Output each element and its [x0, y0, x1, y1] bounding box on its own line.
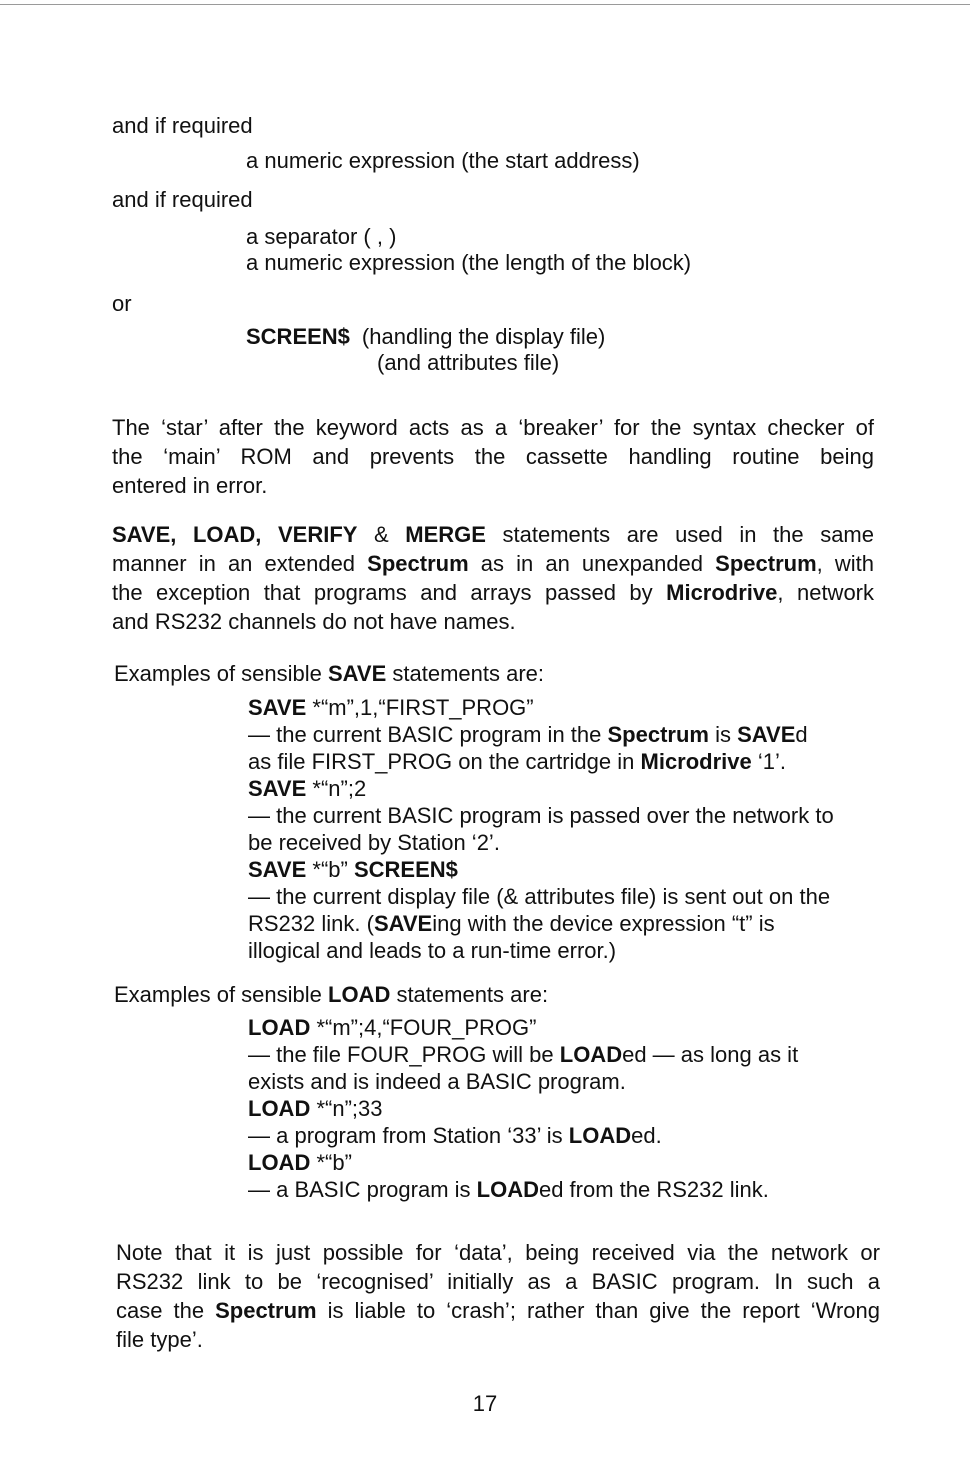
microdrive: Microdrive	[666, 580, 778, 605]
save-example-2-desc: — the current BASIC program is passed over the network to	[248, 803, 834, 828]
para2-line: and RS232 channels do not have names.	[112, 609, 516, 634]
load-example-1-desc	[248, 1041, 876, 1068]
syntax-screen-line	[246, 322, 605, 351]
text: as file FIRST_PROG on the cartridge in	[248, 749, 641, 774]
spectrum: Spectrum	[715, 551, 817, 576]
save-example-2-desc: be received by Station ‘2’.	[248, 830, 500, 855]
syntax-start-address: a numeric expression (the start address)	[246, 148, 640, 173]
keyword-load: LOAD	[248, 1150, 311, 1175]
text: as in an unexpanded	[468, 551, 716, 576]
top-rule	[0, 4, 970, 5]
args: *“b”	[310, 1150, 352, 1175]
load-example-1-desc: exists and is indeed a BASIC program.	[248, 1069, 626, 1094]
syntax-and-if-required-2: and if required	[112, 187, 253, 212]
para2-line	[112, 520, 874, 549]
keyword-load: LOAD	[328, 982, 391, 1007]
keyword-merge: MERGE	[405, 522, 486, 547]
text: Examples of sensible	[114, 661, 328, 686]
text: the exception that programs and arrays passed by	[112, 580, 667, 605]
save-example-1-desc	[248, 748, 876, 775]
paragraph-note	[116, 1238, 880, 1354]
text: statements are:	[390, 982, 549, 1007]
args: *“m”;4,“FOUR_PROG”	[310, 1015, 537, 1040]
keyword-save: SAVE	[328, 661, 387, 686]
save-example-1-desc	[248, 721, 876, 748]
text: is liable to ‘crash’; rather than give the report ‘Wrong	[316, 1298, 881, 1323]
screen-desc-2: (and attributes file)	[377, 350, 560, 375]
text: statements are:	[386, 661, 545, 686]
note-line: RS232 link to be ‘recognised’ initially as a BASIC program. In such a	[116, 1269, 880, 1294]
keyword-save: SAVE	[248, 857, 307, 882]
page-number: 17	[472, 1391, 498, 1416]
syntax-or: or	[112, 291, 132, 316]
note-line	[116, 1296, 880, 1325]
keyword-load: LOAD	[248, 1015, 311, 1040]
syntax-length-of-block: a numeric expression (the length of the block)	[246, 250, 692, 275]
save-examples	[248, 694, 876, 964]
load-intro	[114, 980, 548, 1009]
text: — the current BASIC program in the	[248, 722, 608, 747]
text: statements are used in the same	[485, 522, 874, 547]
microdrive: Microdrive	[640, 749, 752, 774]
paragraph-star-breaker	[112, 413, 874, 500]
screen-keyword: SCREEN$	[246, 324, 350, 349]
text: ing with the device expression “t” is	[432, 911, 775, 936]
text: — the file FOUR_PROG will be	[248, 1042, 560, 1067]
save-example-3-desc: illogical and leads to a run-time error.)	[248, 938, 617, 963]
args: *“b”	[306, 857, 354, 882]
keyword-save: SAVE	[373, 911, 433, 936]
text: , with	[816, 551, 874, 576]
para2-line	[112, 578, 874, 607]
keywords-save-load-verify: SAVE, LOAD, VERIFY	[112, 522, 358, 547]
text: , network	[777, 580, 875, 605]
save-example-3-desc	[248, 910, 876, 937]
load-example-3	[248, 1149, 876, 1176]
load-example-3-desc	[248, 1176, 876, 1203]
text: d	[795, 722, 808, 747]
keyword-save: SAVE	[248, 695, 307, 720]
text: — a program from Station ‘33’ is	[248, 1123, 569, 1148]
note-line: Note that it is just possible for ‘data’, being received via the network or	[116, 1240, 880, 1265]
spectrum: Spectrum	[215, 1298, 317, 1323]
args: *“n”;2	[306, 776, 367, 801]
load-examples	[248, 1014, 876, 1203]
text: RS232 link. (	[248, 911, 374, 936]
para1-line: the ‘main’ ROM and prevents the cassette handling routine being	[112, 444, 874, 469]
save-example-3	[248, 856, 876, 883]
text: is	[708, 722, 738, 747]
text: manner in an extended	[112, 551, 368, 576]
text: — a BASIC program is	[248, 1177, 477, 1202]
save-example-1	[248, 694, 876, 721]
keyword-load: LOAD	[568, 1123, 632, 1148]
save-example-3-desc: — the current display file (& attributes file) is sent out on the	[248, 884, 831, 909]
syntax-separator: a separator ( , )	[246, 224, 397, 249]
spectrum: Spectrum	[367, 551, 469, 576]
para1-line: entered in error.	[112, 473, 268, 498]
text: Examples of sensible	[114, 982, 328, 1007]
load-example-2	[248, 1095, 876, 1122]
args: *“n”;33	[310, 1096, 383, 1121]
spectrum: Spectrum	[607, 722, 709, 747]
screen-desc-1: (handling the display file)	[361, 324, 606, 349]
ampersand: &	[357, 522, 406, 547]
para1-line: The ‘star’ after the keyword acts as a ‘breaker’ for the syntax checker of	[112, 415, 874, 440]
keyword-save: SAVE	[737, 722, 796, 747]
paragraph-save-load-verify-merge	[112, 520, 874, 636]
text: ‘1’.	[751, 749, 787, 774]
text: ed from the RS232 link.	[538, 1177, 769, 1202]
save-example-2	[248, 775, 876, 802]
para2-line	[112, 549, 874, 578]
text: ed — as long as it	[622, 1042, 799, 1067]
save-intro	[114, 659, 544, 688]
note-line: file type’.	[116, 1327, 203, 1352]
load-example-1	[248, 1014, 876, 1041]
syntax-and-if-required-1: and if required	[112, 113, 253, 138]
text: ed.	[631, 1123, 662, 1148]
keyword-load: LOAD	[476, 1177, 539, 1202]
keyword-screen: SCREEN$	[353, 857, 458, 882]
keyword-load: LOAD	[559, 1042, 623, 1067]
text: case the	[116, 1298, 216, 1323]
load-example-2-desc	[248, 1122, 876, 1149]
args: *“m”,1,“FIRST_PROG”	[306, 695, 534, 720]
keyword-save: SAVE	[248, 776, 307, 801]
keyword-load: LOAD	[248, 1096, 311, 1121]
